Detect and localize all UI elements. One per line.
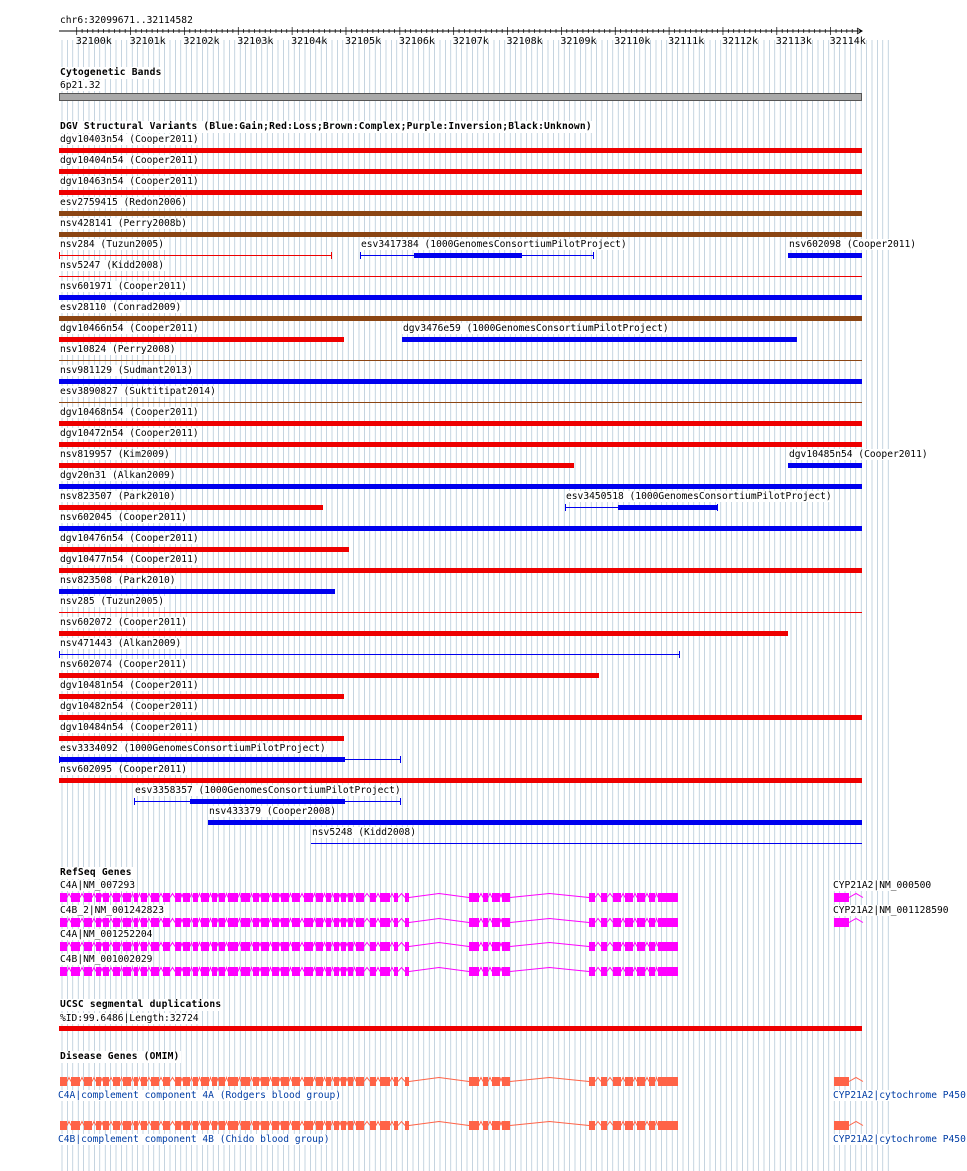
segdup-label[interactable]: %ID:99.6486|Length:32724	[60, 1013, 199, 1024]
ruler-tick-label: 32109k	[560, 36, 597, 47]
cytoband-label: 6p21.32	[60, 80, 101, 91]
exon	[96, 1121, 101, 1130]
refseq-gene-label[interactable]: C4A|NM_007293	[60, 880, 136, 891]
sv-label[interactable]: dgv3476e59 (1000GenomesConsortiumPilotProject)	[403, 323, 669, 334]
sv-label[interactable]: dgv10477n54 (Cooper2011)	[60, 554, 199, 565]
ruler-tick-label: 32103k	[237, 36, 274, 47]
intron	[331, 1122, 334, 1126]
intron	[225, 1122, 228, 1126]
intron	[479, 1122, 483, 1126]
sv-label[interactable]: dgv10463n54 (Cooper2011)	[60, 176, 199, 187]
ruler-tick-label: 32101k	[129, 36, 166, 47]
intron	[409, 1122, 469, 1126]
ruler-tick-label: 32114k	[829, 36, 866, 47]
sv-label[interactable]: nsv285 (Tuzun2005)	[60, 596, 164, 607]
sv-label[interactable]: dgv10472n54 (Cooper2011)	[60, 428, 199, 439]
ruler-tick-label: 32107k	[452, 36, 489, 47]
refseq-gene-label[interactable]: C4A|NM_001252204	[60, 929, 153, 940]
intron	[339, 1122, 341, 1126]
intron	[488, 1122, 492, 1126]
cytoband-track-title: Cytogenetic Bands	[60, 67, 162, 78]
intron	[259, 1122, 261, 1126]
omim-gene-label[interactable]: C4B|complement component 4B (Chido blood group)	[58, 1134, 330, 1145]
exon	[113, 1121, 120, 1130]
exon	[834, 1121, 849, 1130]
sv-label[interactable]: nsv819957 (Kim2009)	[60, 449, 170, 460]
intron	[109, 1122, 113, 1126]
exon	[492, 1121, 500, 1130]
ruler-tick-label: 32110k	[614, 36, 651, 47]
exon	[272, 1121, 279, 1130]
exon	[370, 1121, 376, 1130]
intron	[633, 1122, 637, 1126]
ruler-tick-label: 32108k	[506, 36, 543, 47]
exon	[123, 1121, 131, 1130]
intron	[607, 1122, 613, 1126]
exon	[134, 1121, 138, 1130]
intron	[131, 1122, 134, 1126]
sv-label[interactable]: dgv20n31 (Alkan2009)	[60, 470, 176, 481]
ruler-tick-label: 32104k	[291, 36, 328, 47]
intron	[510, 1122, 589, 1126]
refseq-gene-label[interactable]: CYP21A2|NM_000500	[833, 880, 932, 891]
intron	[181, 1122, 183, 1126]
sv-label[interactable]: nsv981129 (Sudmant2013)	[60, 365, 193, 376]
intron	[346, 1122, 348, 1126]
exon	[103, 1121, 109, 1130]
sv-label[interactable]: dgv10404n54 (Cooper2011)	[60, 155, 199, 166]
intron	[147, 1122, 151, 1126]
exon	[212, 1121, 217, 1130]
sv-label[interactable]: nsv5247 (Kidd2008)	[60, 260, 164, 271]
exon	[71, 1121, 80, 1130]
sv-label[interactable]: dgv10482n54 (Cooper2011)	[60, 701, 199, 712]
intron	[170, 1122, 175, 1126]
sv-label[interactable]: dgv10403n54 (Cooper2011)	[60, 134, 199, 145]
exon	[292, 1121, 300, 1130]
intron	[364, 1122, 370, 1126]
exon	[649, 1121, 655, 1130]
region-label: chr6:32099671..32114582	[60, 15, 193, 26]
exon	[589, 1121, 595, 1130]
exon	[201, 1121, 209, 1130]
sv-label[interactable]: nsv823508 (Park2010)	[60, 575, 176, 586]
sv-label[interactable]: esv3417384 (1000GenomesConsortiumPilotProject)	[361, 239, 627, 250]
intron	[159, 1122, 163, 1126]
exon	[253, 1121, 259, 1130]
sv-label[interactable]: esv3358357 (1000GenomesConsortiumPilotProject)	[135, 785, 401, 796]
omim-gene-label[interactable]: C4A|complement component 4A (Rodgers blood group)	[58, 1090, 342, 1101]
exon	[219, 1121, 225, 1130]
exon	[502, 1121, 510, 1130]
sv-label[interactable]: esv2759415 (Redon2006)	[60, 197, 188, 208]
sv-label[interactable]: nsv428141 (Perry2008b)	[60, 218, 188, 229]
intron	[645, 1122, 649, 1126]
intron	[190, 1122, 193, 1126]
exon	[405, 1121, 409, 1130]
intron	[250, 1122, 253, 1126]
intron	[92, 1122, 96, 1126]
sv-label[interactable]: nsv471443 (Alkan2009)	[60, 638, 182, 649]
intron	[390, 1122, 394, 1126]
ruler-tick-label: 32111k	[668, 36, 705, 47]
exon	[163, 1121, 170, 1130]
sv-label[interactable]: nsv602095 (Cooper2011)	[60, 764, 188, 775]
sv-label[interactable]: dgv10481n54 (Cooper2011)	[60, 680, 199, 691]
exon	[341, 1121, 346, 1130]
intron	[238, 1122, 241, 1126]
sv-label[interactable]: nsv602074 (Cooper2011)	[60, 659, 188, 670]
intron	[595, 1122, 601, 1126]
sv-label[interactable]: nsv433379 (Cooper2008)	[209, 806, 337, 817]
exon	[261, 1121, 269, 1130]
intron	[323, 1122, 326, 1126]
refseq-track-title: RefSeq Genes	[60, 867, 132, 878]
intron	[120, 1122, 123, 1126]
sv-label[interactable]: dgv10476n54 (Cooper2011)	[60, 533, 199, 544]
ruler-tick-label: 32106k	[398, 36, 435, 47]
exon	[658, 1121, 678, 1130]
intron	[655, 1122, 658, 1126]
intron	[313, 1122, 316, 1126]
exon	[304, 1121, 313, 1130]
exon	[469, 1121, 479, 1130]
exon	[193, 1121, 198, 1130]
intron	[300, 1122, 304, 1126]
exon	[281, 1121, 289, 1130]
exon	[348, 1121, 353, 1130]
dgv-track-title: DGV Structural Variants (Blue:Gain;Red:Loss;Brown:Complex;Purple:Inversion;Black:Unknown)	[60, 121, 592, 132]
sv-label[interactable]: nsv284 (Tuzun2005)	[60, 239, 164, 250]
exon	[151, 1121, 159, 1130]
sv-label[interactable]: esv3890827 (Suktitipat2014)	[60, 386, 216, 397]
exon	[141, 1121, 147, 1130]
sv-label[interactable]: nsv602045 (Cooper2011)	[60, 512, 188, 523]
omim-gene-label[interactable]: CYP21A2|cytochrome P450	[833, 1134, 966, 1145]
intron	[849, 1122, 863, 1126]
intron	[80, 1122, 84, 1126]
exon	[183, 1121, 190, 1130]
exon	[380, 1121, 390, 1130]
ruler-tick-label: 32112k	[721, 36, 759, 47]
intron	[67, 1122, 71, 1126]
exon	[356, 1121, 364, 1130]
refseq-gene-label[interactable]: C4B|NM_001002029	[60, 954, 153, 965]
sv-label[interactable]: nsv10824 (Perry2008)	[60, 344, 176, 355]
sv-label[interactable]: dgv10485n54 (Cooper2011)	[789, 449, 928, 460]
segdup-track-title: UCSC segmental duplications	[60, 999, 222, 1010]
sv-label[interactable]: dgv10466n54 (Cooper2011)	[60, 323, 199, 334]
exon	[241, 1121, 250, 1130]
intron	[101, 1122, 103, 1126]
sv-label[interactable]: nsv5248 (Kidd2008)	[312, 827, 416, 838]
refseq-gene-label[interactable]: C4B_2|NM_001242823	[60, 905, 164, 916]
exon	[613, 1121, 621, 1130]
intron	[289, 1122, 292, 1126]
intron	[398, 1122, 405, 1126]
sv-label[interactable]: nsv602072 (Cooper2011)	[60, 617, 188, 628]
exon	[60, 1121, 67, 1130]
intron	[138, 1122, 141, 1126]
ruler-tick-label: 32100k	[75, 36, 112, 47]
sv-label[interactable]: esv3450518 (1000GenomesConsortiumPilotProject)	[566, 491, 832, 502]
exon	[228, 1121, 238, 1130]
intron	[198, 1122, 201, 1126]
sv-label[interactable]: esv3334092 (1000GenomesConsortiumPilotProject)	[60, 743, 326, 754]
exon	[175, 1121, 181, 1130]
ruler-tick-label: 32105k	[344, 36, 382, 47]
intron	[279, 1122, 281, 1126]
exon	[637, 1121, 645, 1130]
sv-label[interactable]: nsv823507 (Park2010)	[60, 491, 176, 502]
sv-label[interactable]: dgv10468n54 (Cooper2011)	[60, 407, 199, 418]
exon	[326, 1121, 331, 1130]
exon	[316, 1121, 323, 1130]
exon	[334, 1121, 339, 1130]
exon	[483, 1121, 488, 1130]
intron	[217, 1122, 219, 1126]
intron	[353, 1122, 356, 1126]
ruler-tick-label: 32102k	[183, 36, 220, 47]
intron	[621, 1122, 625, 1126]
refseq-gene-label[interactable]: CYP21A2|NM_001128590	[833, 905, 949, 916]
sv-label[interactable]: nsv601971 (Cooper2011)	[60, 281, 188, 292]
sv-label[interactable]: esv28110 (Conrad2009)	[60, 302, 182, 313]
intron	[500, 1122, 502, 1126]
exon	[84, 1121, 92, 1130]
intron	[209, 1122, 212, 1126]
omim-gene-label[interactable]: CYP21A2|cytochrome P450	[833, 1090, 966, 1101]
intron	[376, 1122, 380, 1126]
intron	[269, 1122, 272, 1126]
exon	[625, 1121, 633, 1130]
sv-label[interactable]: dgv10484n54 (Cooper2011)	[60, 722, 199, 733]
exon	[601, 1121, 607, 1130]
sv-label[interactable]: nsv602098 (Cooper2011)	[789, 239, 917, 250]
exon	[394, 1121, 398, 1130]
omim-track-title: Disease Genes (OMIM)	[60, 1051, 180, 1062]
ruler-tick-label: 32113k	[775, 36, 812, 47]
